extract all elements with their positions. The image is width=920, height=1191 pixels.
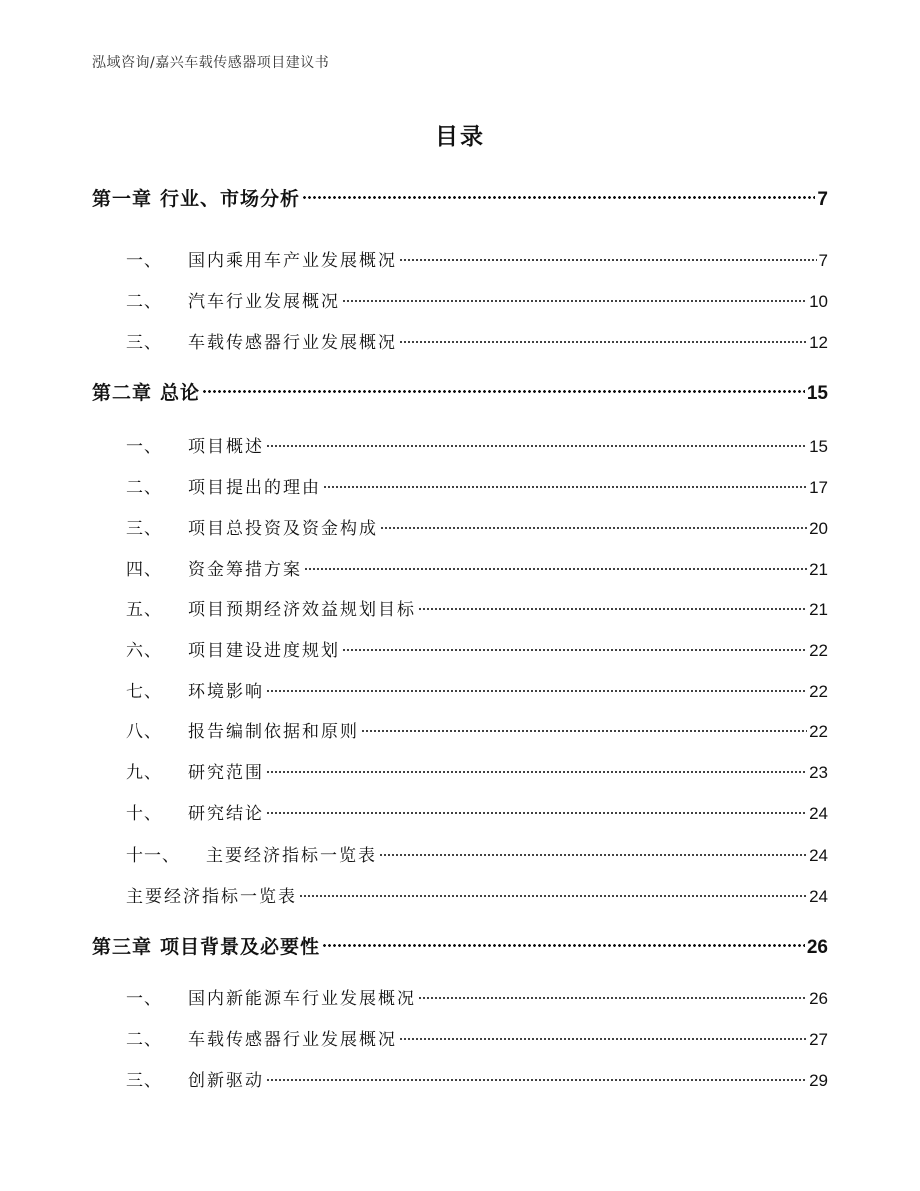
toc-page-number: 27 [809,1030,828,1049]
toc-section[interactable] [126,328,828,353]
toc-section-title: 创新驱动 [188,1071,264,1091]
dot-leader [202,389,805,394]
toc-chapter-number: 第三章 [92,936,153,958]
toc-section[interactable] [126,1066,828,1091]
dot-leader [399,258,817,262]
toc-section[interactable] [126,473,828,498]
toc-section[interactable] [126,677,828,702]
toc-section-title: 主要经济指标一览表 [206,846,377,866]
dot-leader [418,607,807,611]
toc-page-number: 21 [809,560,828,579]
toc-chapter-title: 总论 [160,382,201,404]
dot-leader [266,689,807,693]
toc-page-number: 22 [809,682,828,701]
toc-section[interactable] [126,595,828,620]
toc-section-title: 项目提出的理由 [188,478,321,498]
dot-leader [418,996,807,1000]
toc-page-number: 15 [806,383,828,404]
toc-page-number: 10 [809,292,828,311]
dot-leader [266,811,807,815]
toc-page-number: 7 [817,189,828,210]
toc-section-number: 二、 [126,478,162,498]
toc-title: 目录 [435,124,485,150]
toc-chapter[interactable] [92,378,828,405]
toc-section-number: 二、 [126,1030,162,1050]
toc-chapter-title: 项目背景及必要性 [160,936,321,958]
dot-leader [299,894,807,898]
toc-section-title: 资金筹措方案 [188,560,302,580]
toc-section[interactable] [126,432,828,457]
running-header: 泓域咨询/嘉兴车载传感器项目建议书 [92,55,330,71]
dot-leader [266,444,807,448]
toc-section-title: 项目概述 [188,437,264,457]
toc-section-number: 六、 [126,641,162,661]
toc-page-number: 15 [809,437,828,456]
toc-subentry-title: 主要经济指标一览表 [126,887,297,907]
toc-section[interactable] [126,1025,828,1050]
toc-section-title: 研究范围 [188,763,264,783]
dot-leader [266,770,807,774]
toc-section[interactable] [126,287,828,312]
toc-section-number: 三、 [126,1071,162,1091]
dot-leader [302,195,815,200]
toc-chapter-title: 行业、市场分析 [160,188,301,210]
toc-chapter[interactable] [92,932,828,959]
dot-leader [266,1078,807,1082]
toc-section-title: 报告编制依据和原则 [188,722,359,742]
dot-leader [399,340,807,344]
toc-section-title: 车载传感器行业发展概况 [188,333,397,353]
toc-section[interactable] [126,758,828,783]
dot-leader [361,729,807,733]
toc-section-title: 项目预期经济效益规划目标 [188,600,416,620]
toc-chapter[interactable] [92,184,828,211]
toc-page-number: 26 [809,989,828,1008]
toc-page-number: 7 [818,251,828,270]
toc-chapter-number: 第二章 [92,382,153,404]
toc-section-number: 二、 [126,292,162,312]
toc-section-number: 一、 [126,251,162,271]
toc-section-title: 研究结论 [188,804,264,824]
toc-section-number: 十一、 [126,846,180,866]
toc-section-number: 三、 [126,519,162,539]
dot-leader [380,526,807,530]
toc-page-number: 26 [806,937,828,958]
dot-leader [304,567,807,571]
toc-page-number: 22 [809,722,828,741]
toc-section[interactable] [126,799,828,824]
toc-section-title: 国内乘用车产业发展概况 [188,251,397,271]
toc-section-number: 七、 [126,682,162,702]
toc-section-number: 九、 [126,763,162,783]
toc-section-number: 一、 [126,989,162,1009]
dot-leader [323,485,807,489]
toc-page-number: 12 [809,333,828,352]
toc-section[interactable] [126,717,828,742]
toc-page-number: 24 [809,887,828,906]
toc-section-title: 车载传感器行业发展概况 [188,1030,397,1050]
toc-section-number: 一、 [126,437,162,457]
toc-chapter-number: 第一章 [92,188,153,210]
toc-section-number: 五、 [126,600,162,620]
toc-section[interactable] [126,636,828,661]
dot-leader [399,1037,807,1041]
toc-section-title: 项目建设进度规划 [188,641,340,661]
toc-section[interactable] [126,841,828,866]
dot-leader [379,853,807,857]
toc-page-number: 22 [809,641,828,660]
toc-section[interactable] [126,984,828,1009]
dot-leader [322,943,805,948]
toc-section-title: 汽车行业发展概况 [188,292,340,312]
toc-page-number: 24 [809,846,828,865]
toc-page-number: 20 [809,519,828,538]
toc-section-title: 国内新能源车行业发展概况 [188,989,416,1009]
toc-subentry[interactable] [126,882,828,907]
dot-leader [342,648,807,652]
toc-section-number: 三、 [126,333,162,353]
toc-section-number: 十、 [126,804,162,824]
toc-page-number: 17 [809,478,828,497]
toc-section-number: 八、 [126,722,162,742]
toc-section[interactable] [126,246,828,271]
toc-section-title: 项目总投资及资金构成 [188,519,378,539]
toc-section-title: 环境影响 [188,682,264,702]
toc-page-number: 21 [809,600,828,619]
dot-leader [342,299,807,303]
toc-page-number: 24 [809,804,828,823]
toc-page-number: 29 [809,1071,828,1090]
toc-section[interactable] [126,514,828,539]
toc-page-number: 23 [809,763,828,782]
toc-section-number: 四、 [126,560,162,580]
toc-section[interactable] [126,555,828,580]
